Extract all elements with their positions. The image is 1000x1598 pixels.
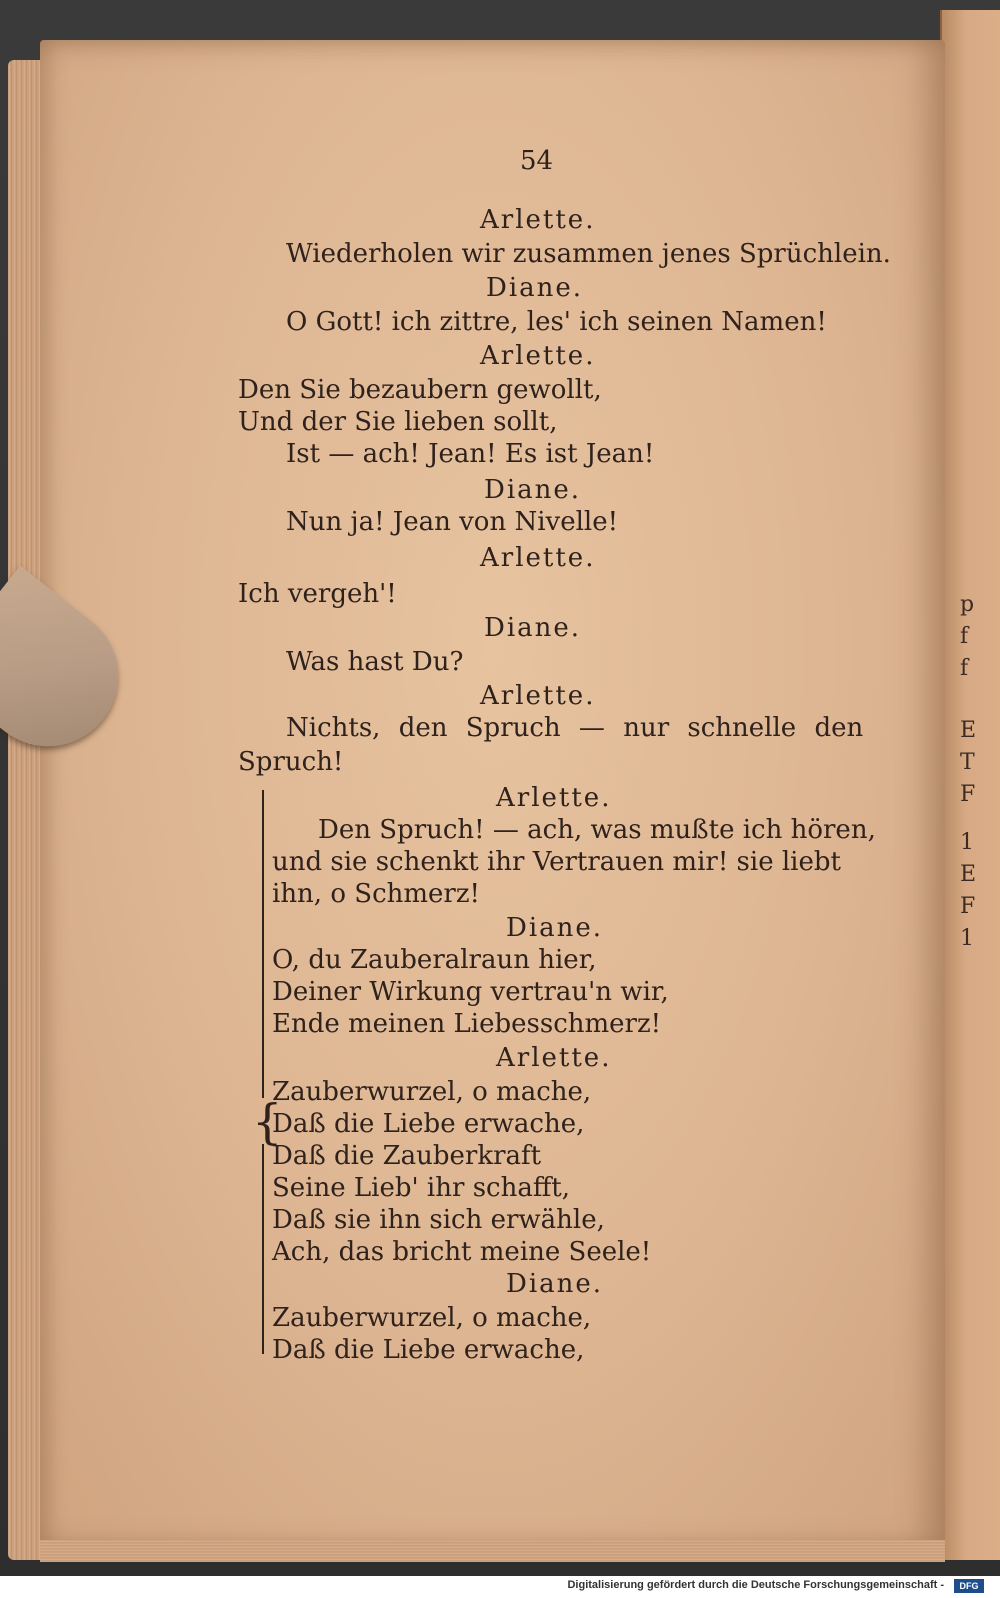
footer-credit: Digitalisierung gefördert durch die Deutsche Forschungsgemeinschaft - — [567, 1579, 944, 1591]
text-line: ihn, o Schmerz! — [272, 879, 480, 909]
text-line: Und der Sie lieben sollt, — [238, 407, 558, 437]
text-line: Nichts, den Spruch — nur schnelle den — [286, 713, 864, 743]
facing-page-edge — [940, 10, 1000, 1560]
text-line: Spruch! — [238, 747, 344, 777]
footer-bar — [0, 1576, 1000, 1598]
facing-page-fragment: E — [960, 718, 977, 743]
text-line: Ende meinen Liebesschmerz! — [272, 1009, 662, 1039]
text-line: O Gott! ich zittre, les' ich seinen Namen! — [286, 307, 827, 337]
facing-page-fragment: f — [960, 624, 969, 649]
facing-page-fragment: p — [960, 592, 975, 617]
speaker-name: Diane. — [486, 273, 584, 303]
text-line: Den Spruch! — ach, was mußte ich hören, — [318, 815, 876, 845]
text-line: Daß sie ihn sich erwähle, — [272, 1205, 605, 1235]
speaker-name: Arlette. — [480, 681, 596, 711]
speaker-name: Diane. — [484, 613, 582, 643]
speaker-name: Arlette. — [496, 1043, 612, 1073]
speaker-name: Arlette. — [480, 341, 596, 371]
speaker-name: Diane. — [506, 1269, 604, 1299]
text-line: Nun ja! Jean von Nivelle! — [286, 507, 619, 537]
facing-page-fragment: F — [960, 894, 976, 919]
facing-page-fragment: F — [960, 782, 976, 807]
speaker-name: Arlette. — [480, 205, 596, 235]
page-number: 54 — [520, 146, 554, 176]
text-line: Daß die Liebe erwache, — [272, 1109, 585, 1139]
facing-page-fragment: 1 — [960, 926, 974, 951]
text-line: und sie schenkt ihr Vertrauen mir! sie liebt — [272, 847, 841, 877]
text-line: Wiederholen wir zusammen jenes Sprüchlein. — [286, 239, 891, 269]
facing-page-fragment: 1 — [960, 830, 974, 855]
book-bottom-edges — [40, 1540, 945, 1562]
dfg-logo: DFG — [954, 1579, 984, 1593]
speaker-name: Arlette. — [480, 543, 596, 573]
text-line: Was hast Du? — [286, 647, 464, 677]
facing-page-fragment: f — [960, 656, 969, 681]
brace-mark: { — [252, 1094, 283, 1150]
text-line: O, du Zauberalraun hier, — [272, 945, 597, 975]
text-line: Ich vergeh'! — [238, 579, 397, 609]
text-line: Zauberwurzel, o mache, — [272, 1303, 592, 1333]
text-line: Seine Lieb' ihr schafft, — [272, 1173, 571, 1203]
bracket-line-upper — [262, 790, 264, 1098]
speaker-name: Arlette. — [496, 783, 612, 813]
text-line: Daß die Zauberkraft — [272, 1141, 542, 1171]
text-line: Ach, das bricht meine Seele! — [272, 1237, 652, 1267]
text-line: Deiner Wirkung vertrau'n wir, — [272, 977, 669, 1007]
text-line: Daß die Liebe erwache, — [272, 1335, 585, 1365]
facing-page-fragment: E — [960, 862, 977, 887]
bracket-line-lower — [262, 1144, 264, 1354]
facing-page-fragment: T — [960, 750, 975, 775]
speaker-name: Diane. — [506, 913, 604, 943]
text-line: Ist — ach! Jean! Es ist Jean! — [286, 439, 655, 469]
text-line: Den Sie bezaubern gewollt, — [238, 375, 602, 405]
speaker-name: Diane. — [484, 475, 582, 505]
text-line: Zauberwurzel, o mache, — [272, 1077, 592, 1107]
